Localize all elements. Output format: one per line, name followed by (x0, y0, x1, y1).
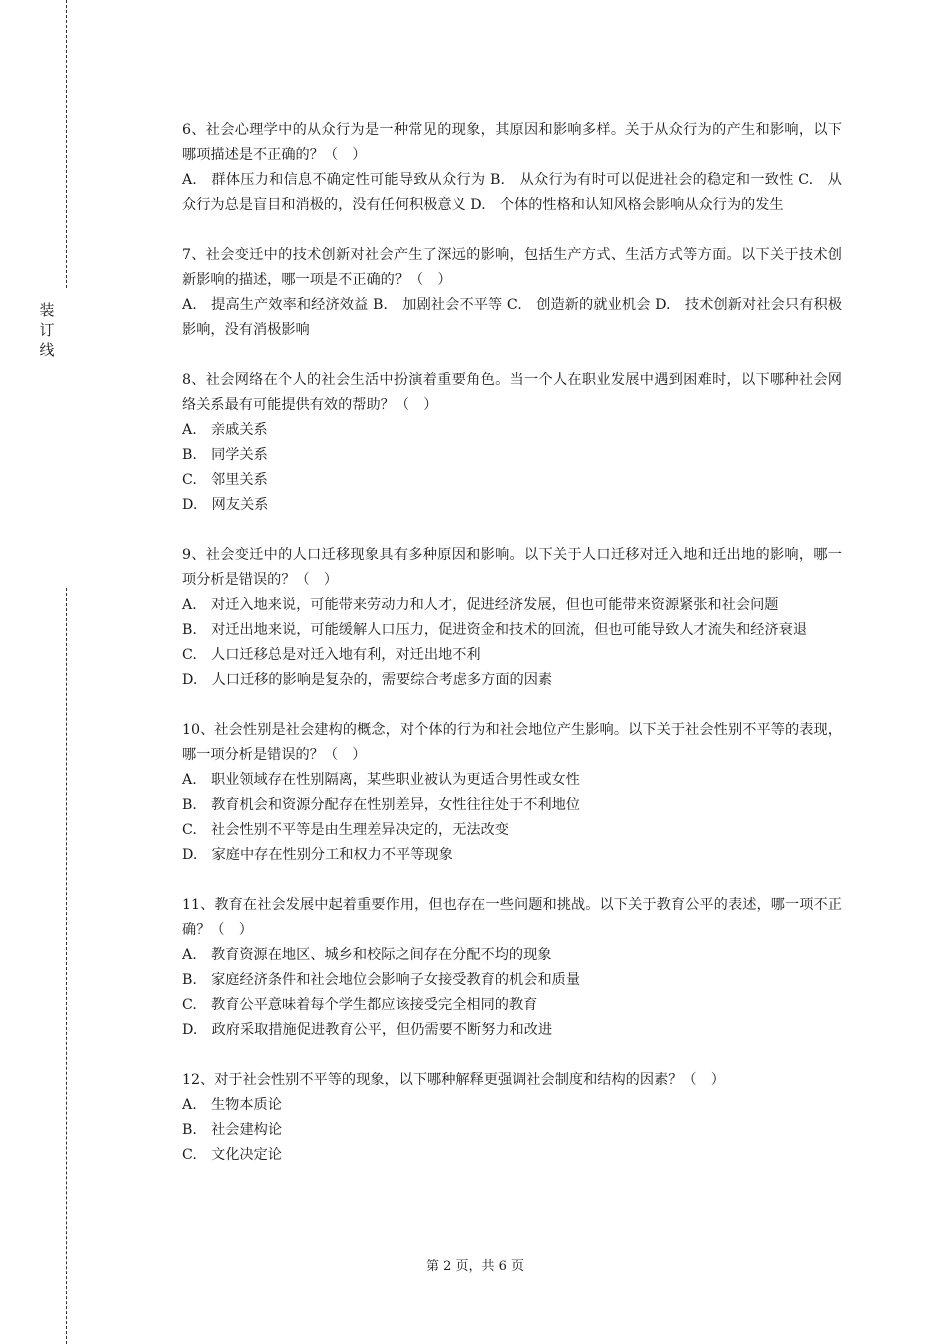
question-9 (182, 543, 842, 693)
question-stem: 11、教育在社会发展中起着重要作用，但也存在一些问题和挑战。以下关于教育公平的表述，哪一项不正确？（ ） (182, 897, 842, 938)
question-stem: 12、对于社会性别不平等的现象，以下哪种解释更强调社会制度和结构的因素？（ ） (182, 1072, 725, 1088)
option-b: B. 教育机会和资源分配存在性别差异，女性往往处于不利地位 (182, 797, 581, 813)
option-d: D. 政府采取措施促进教育公平，但仍需要不断努力和改进 (182, 1022, 553, 1038)
option-a: A. 职业领域存在性别隔离，某些职业被认为更适合男性或女性 (182, 772, 580, 788)
question-6 (182, 118, 842, 218)
page-footer (0, 1257, 950, 1277)
option-c: C. 教育公平意味着每个学生都应该接受完全相同的教育 (182, 997, 538, 1013)
question-stem: 9、社会变迁中的人口迁移现象具有多种原因和影响。以下关于人口迁移对迁入地和迁出地的影响，哪一项分析是错误的？（ ） (182, 547, 842, 588)
option-c: C. 社会性别不平等是由生理差异决定的，无法改变 (182, 822, 509, 838)
option-a: A. 生物本质论 (182, 1097, 282, 1113)
option-a: A. 教育资源在地区、城乡和校际之间存在分配不均的现象 (182, 947, 552, 963)
question-stem: 6、社会心理学中的从众行为是一种常见的现象，其原因和影响多样。关于从众行为的产生和影响，以下哪项描述是不正确的？（ ） (182, 122, 842, 163)
binding-line-top (66, 0, 67, 288)
option-b: B. 家庭经济条件和社会地位会影响子女接受教育的机会和质量 (182, 972, 581, 988)
page-number: 第 2 页，共 6 页 (425, 1259, 525, 1274)
question-list (182, 118, 842, 1168)
option-c: C. 文化决定论 (182, 1147, 282, 1163)
binding-char: 订 (39, 321, 55, 339)
binding-label (37, 300, 57, 360)
question-11 (182, 893, 842, 1043)
option-b: B. 社会建构论 (182, 1122, 283, 1138)
question-stem: 8、社会网络在个人的社会生活中扮演着重要角色。当一个人在职业发展中遇到困难时，以下哪种社会网络关系最有可能提供有效的帮助？（ ） (182, 372, 842, 413)
option-c: C. 人口迁移总是对迁入地有利，对迁出地不利 (182, 647, 481, 663)
option-b: B. 同学关系 (182, 447, 268, 463)
question-12 (182, 1068, 842, 1168)
binding-line-bottom (66, 588, 67, 1344)
option-a: A. 对迁入地来说，可能带来劳动力和人才，促进经济发展，但也可能带来资源紧张和社会问题 (182, 597, 779, 613)
option-d: D. 网友关系 (182, 497, 269, 513)
option-a: A. 亲戚关系 (182, 422, 268, 438)
option-d: D. 家庭中存在性别分工和权力不平等现象 (182, 847, 453, 863)
question-stem: 7、社会变迁中的技术创新对社会产生了深远的影响，包括生产方式、生活方式等方面。以下关于技术创新影响的描述，哪一项是不正确的？（ ） (182, 247, 842, 288)
binding-char: 线 (39, 341, 55, 359)
question-7 (182, 243, 842, 343)
question-stem: 10、社会性别是社会建构的概念，对个体的行为和社会地位产生影响。以下关于社会性别不平等的表现，哪一项分析是错误的？（ ） (182, 722, 842, 763)
option-d: D. 人口迁移的影响是复杂的，需要综合考虑多方面的因素 (182, 672, 553, 688)
binding-char: 装 (39, 301, 55, 319)
question-options: A. 群体压力和信息不确定性可能导致从众行为 B. 从众行为有时可以促进社会的稳定和一致性 C. 从众行为总是盲目和消极的，没有任何积极意义 D. 个体的性格和认知风格会影响从众行为的发生 (182, 172, 842, 213)
question-8 (182, 368, 842, 518)
option-b: B. 对迁出地来说，可能缓解人口压力，促进资金和技术的回流，但也可能导致人才流失和经济衰退 (182, 622, 808, 638)
option-c: C. 邻里关系 (182, 472, 268, 488)
question-10 (182, 718, 842, 868)
question-options: A. 提高生产效率和经济效益 B. 加剧社会不平等 C. 创造新的就业机会 D. 技术创新对社会只有积极影响，没有消极影响 (182, 297, 842, 338)
